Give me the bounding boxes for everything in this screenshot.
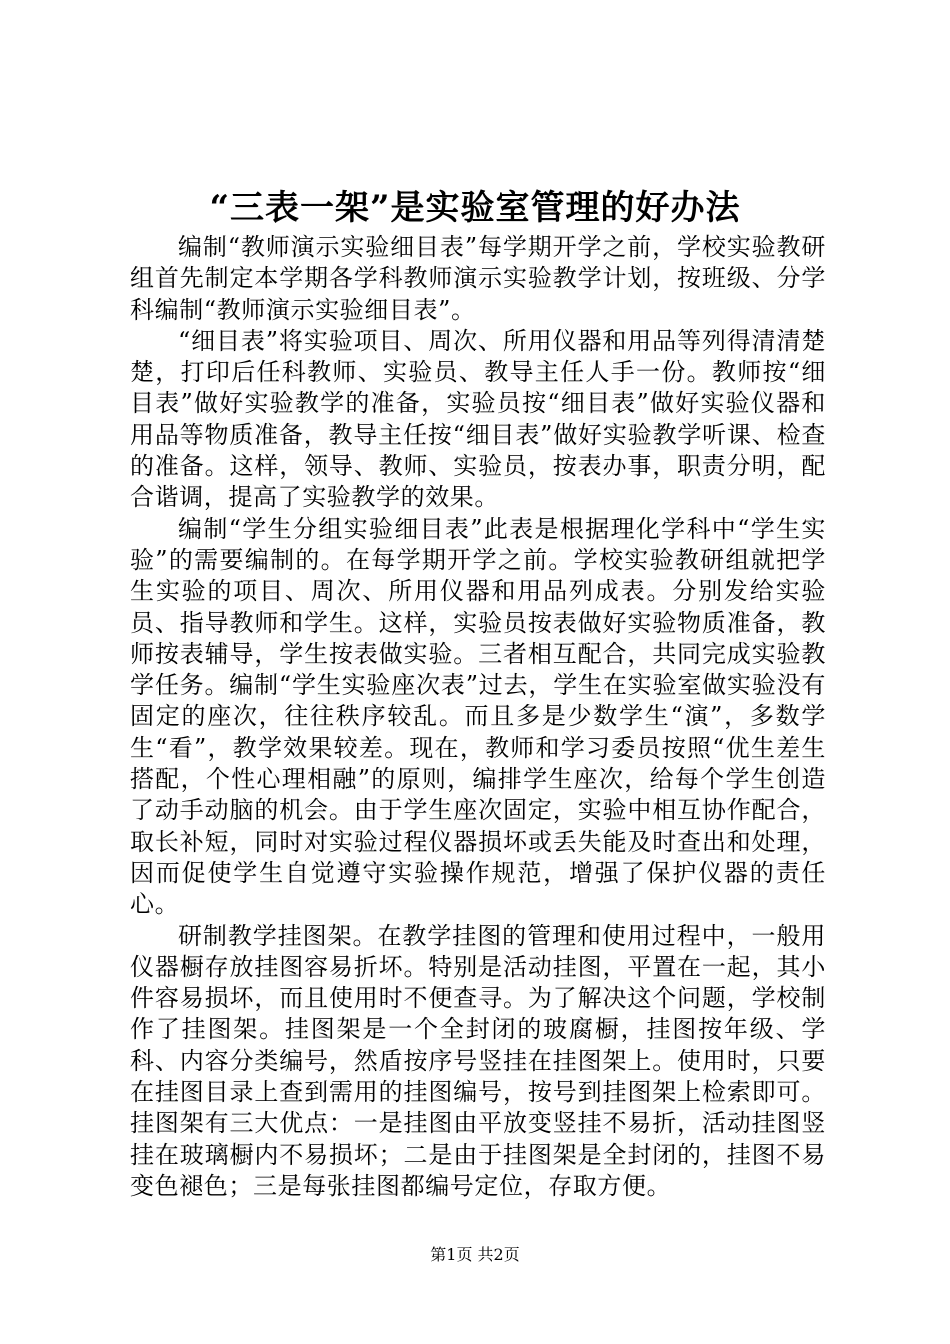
paragraph-1: 编制“教师演示实验细目表”每学期开学之前，学校实验教研组首先制定本学期各学科教师演示实验教学计划，按班级、分学科编制“教师演示实验细目表”。	[130, 233, 826, 324]
paragraph-3: 编制“学生分组实验细目表”此表是根据理化学科中“学生实验”的需要编制的。在每学期开学之前。学校实验教研组就把学生实验的项目、周次、所用仪器和用品列成表。分别发给实验员、指导教师和学生。这样，实验员按表做好实验物质准备，教师按表辅导，学生按表做实验。三者相互配合，共同完成实验教学任务。编制“学生实验座次表”过去，学生在实验室做实验没有固定的座次，往往秩序较乱。而且多是少数学生“演”，多数学生“看”，教学效果较差。现在，教师和学习委员按照“优生差生搭配，个性心理相融”的原则，编排学生座次，给每个学生创造了动手动脑的机会。由于学生座次固定，实验中相互协作配合，取长补短，同时对实验过程仪器损坏或丢失能及时查出和处理，因而促使学生自觉遵守实验操作规范，增强了保护仪器的责任心。	[130, 514, 826, 919]
paragraph-2: “细目表”将实验项目、周次、所用仪器和用品等列得清清楚楚，打印后任科教师、实验员、教导主任人手一份。教师按“细目表”做好实验教学的准备，实验员按“细目表”做好实验仪器和用品等物质准备，教导主任按“细目表”做好实验教学听课、检查的准备。这样，领导、教师、实验员，按表办事，职责分明，配合谐调，提高了实验教学的效果。	[130, 326, 826, 512]
document-body	[130, 232, 826, 1202]
document-title: “三表一架”是实验室管理的好办法	[209, 188, 741, 228]
paragraph-4: 研制教学挂图架。在教学挂图的管理和使用过程中，一般用仪器橱存放挂图容易折坏。特别是活动挂图，平置在一起，其小件容易损坏，而且使用时不便查寻。为了解决这个问题，学校制作了挂图架。挂图架是一个全封闭的玻腐橱，挂图按年级、学科、内容分类编号，然盾按序号竖挂在挂图架上。使用时，只要在挂图目录上查到需用的挂图编号，按号到挂图架上检索即可。挂图架有三大优点：一是挂图由平放变竖挂不易折，活动挂图竖挂在玻璃橱内不易损坏；二是由于挂图架是全封闭的，挂图不易变色褪色；三是每张挂图都编号定位，存取方便。	[130, 921, 826, 1200]
page-footer: 第1页 共2页	[430, 1245, 520, 1264]
